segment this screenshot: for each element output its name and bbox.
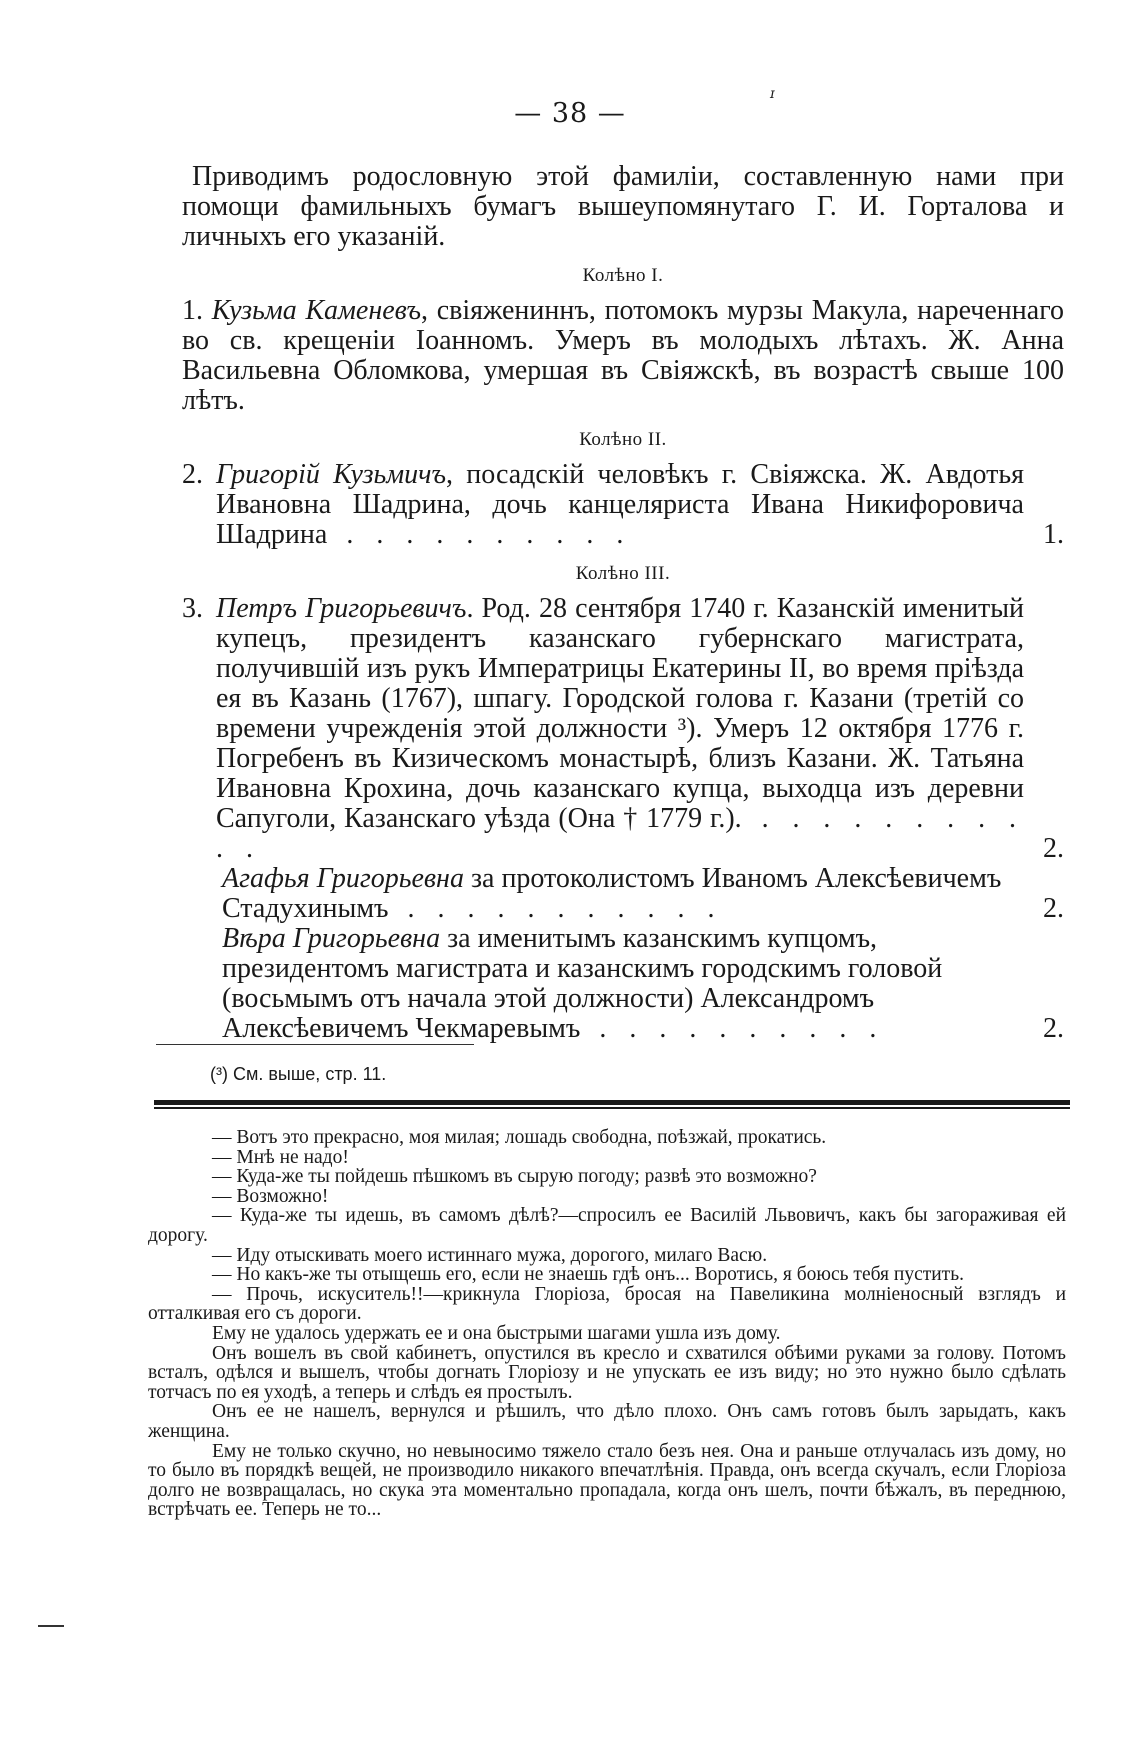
genealogy-entry-vera: Вѣра Григорьевна за именитымъ казанскимъ купцомъ, президентомъ магистрата и казанскимъ городскимъ головой (восьмымъ отъ начала этой должности) Александромъ Алексѣевичемъ Чекмаревымъ . . . . . . . . . . 2. [222,923,1064,1044]
entry-text: , посадскій человѣкъ г. Свіяжска. Ж. Авдотья Ивановна Шадрина, дочь канцеляриста Ивана Никифоровича Шадрина [216,459,1024,550]
margin-mark [38,1625,64,1627]
generation-heading-1: Колѣно I. [582,265,664,286]
entry-text: . Род. 28 сентября 1740 г. Казанскій именитый купецъ, президентъ казанскаго губернскаго магистрата, получившій изъ рукъ Императрицы Екатерины II, во время пріѣзда ея въ Казань (1767), шпагу. Городской голова г. Казани (третій со времени учрежденія этой должности ³). Умеръ 12 октября 1776 г. Погребенъ въ Кизическомъ монастырѣ, близъ Казани. Ж. Татьяна Ивановна Крохина, дочь казанскаго купца, выходца изъ деревни Сапуголи, Казанскаго уѣзда (Она † 1779 г.). [216,593,1025,834]
page-number: — 38 — [514,98,626,129]
generation-ref: 2. [1043,1013,1064,1044]
footnote-divider [156,1044,474,1045]
generation-heading-3: Колѣно III. [575,563,671,584]
novel-paragraph: — Возможно! [212,1185,329,1207]
novel-paragraph: Онъ вошелъ въ свой кабинетъ, опустился въ кресло и схватился обѣими руками за голову. Потомъ всталъ, одѣлся и вышелъ, чтобы догнать Глоріозу и не упускать ее изъ виду; но это нужно было сдѣлать тотчасъ по ея уходѣ, а теперь и слѣдъ ея простылъ. [148,1342,1066,1403]
person-name: Вѣра Григорьевна [222,923,441,954]
genealogy-section [182,162,1064,1044]
intro-paragraph: Приводимъ родословную этой фамиліи, составленную нами при помощи фамильныхъ бумагъ вышеупомянутаго Г. И. Горталова и личныхъ его указаній. [182,161,1064,252]
generation-ref: 1. [1043,519,1064,550]
novel-paragraph: Ему не только скучно, но невыносимо тяжело стало безъ нея. Она и раньше отлучалась изъ дому, но то было въ порядкѣ вещей, не производило никакого впечатлѣнія. Правда, онъ всегда скучалъ, если Глоріоза долго не возвращалась, но скука эта моментально пропадала, когда онъ шелъ, почти бѣжалъ, въ переднюю, встрѣчать ее. Теперь не то... [148,1440,1066,1521]
novel-paragraph: — Прочь, искуситель!!—крикнула Глоріоза, бросая на Павеликина молніеносный взглядъ и отталкивая его съ дороги. [148,1283,1066,1325]
novel-paragraph: — Куда-же ты пойдешь пѣшкомъ въ сырую погоду; развѣ это возможно? [212,1166,817,1188]
novel-paragraph: Онъ ее не нашелъ, вернулся и рѣшилъ, что дѣло плохо. Онъ самъ готовъ былъ зарыдать, какъ женщина. [148,1401,1066,1442]
novel-paragraph: — Вотъ это прекрасно, моя милая; лошадь свободна, поѣзжай, прокатись. [212,1127,827,1148]
section-divider [154,1100,1070,1105]
novel-paragraph: — Куда-же ты идешь, въ самомъ дѣлѣ?—спросилъ ее Василій Львовичъ, какъ бы загораживая ей дорогу. [148,1205,1066,1246]
genealogy-entry-3: 3. Петръ Григорьевичъ. Род. 28 сентября 1740 г. Казанскій именитый купецъ, президентъ казанскаго губернскаго магистрата, получившій изъ рукъ Императрицы Екатерины II, во время пріѣзда ея въ Казань (1767), шпагу. Городской голова г. Казани (третій со времени учрежденія этой должности ³). Умеръ 12 октября 1776 г. Погребенъ въ Кизическомъ монастырѣ, близъ Казани. Ж. Татьяна Ивановна Крохина, дочь казанскаго купца, выходца изъ деревни Сапуголи, Казанскаго уѣзда (Она † 1779 г.). . . . . . . . . . . . 2. [182,593,1064,864]
print-speck: ɪ [770,86,775,102]
serial-novel-section [148,1128,1066,1520]
person-name: Агафья Григорьевна [222,863,464,894]
person-name: Григорій Кузьмичъ [216,459,447,490]
novel-paragraph: — Мнѣ не надо! [212,1146,349,1168]
entry-text: , свіяжениннъ, потомокъ мурзы Макула, нареченнаго во св. крещеніи Іоанномъ. Умеръ въ молодыхъ лѣтахъ. Ж. Анна Васильевна Обломкова, умершая въ Свіяжскѣ, въ возрастѣ свыше 100 лѣтъ. [182,295,1064,416]
entry-text: за именитымъ казанскимъ купцомъ, президентомъ магистрата и казанскимъ городскимъ головой (восьмымъ отъ начала этой должности) Александромъ Алексѣевичемъ Чекмаревымъ [222,923,943,1044]
genealogy-entry-2: 2. Григорій Кузьмичъ, посадскій человѣкъ г. Свіяжска. Ж. Авдотья Ивановна Шадрина, дочь канцеляриста Ивана Никифоровича Шадрина . . . . . . . . . . 1. [182,459,1064,550]
generation-heading-2: Колѣно II. [579,429,667,450]
person-name: Кузьма Каменевъ [211,295,421,326]
entry-number: 1. [182,295,203,326]
genealogy-entry-1 [182,296,1064,416]
generation-ref: 2. [1043,893,1064,924]
section-divider-thin [154,1107,1070,1109]
footnote: (³) См. выше, стр. 11. [210,1064,387,1084]
entry-number: 3. [182,593,203,624]
novel-paragraph: — Но какъ-же ты отыщешь его, если не знаешь гдѣ онъ... Воротись, я боюсь тебя пустить. [212,1264,964,1286]
person-name: Петръ Григорьевичъ [216,593,467,624]
novel-paragraph: — Иду отыскивать моего истиннаго мужа, дорогого, милаго Васю. [212,1244,768,1266]
entry-number: 2. [182,459,203,490]
novel-paragraph: Ему не удалось удержать ее и она быстрыми шагами ушла изъ дому. [212,1322,781,1344]
genealogy-entry-agafya: Агафья Григорьевна за протоколистомъ Иваномъ Алексѣевичемъ Стадухинымъ . . . . . . . . . . . 2. [222,863,1064,924]
generation-ref: 2. [1043,833,1064,864]
entry-text: за протоколистомъ Иваномъ Алексѣевичемъ Стадухинымъ [222,863,1002,924]
